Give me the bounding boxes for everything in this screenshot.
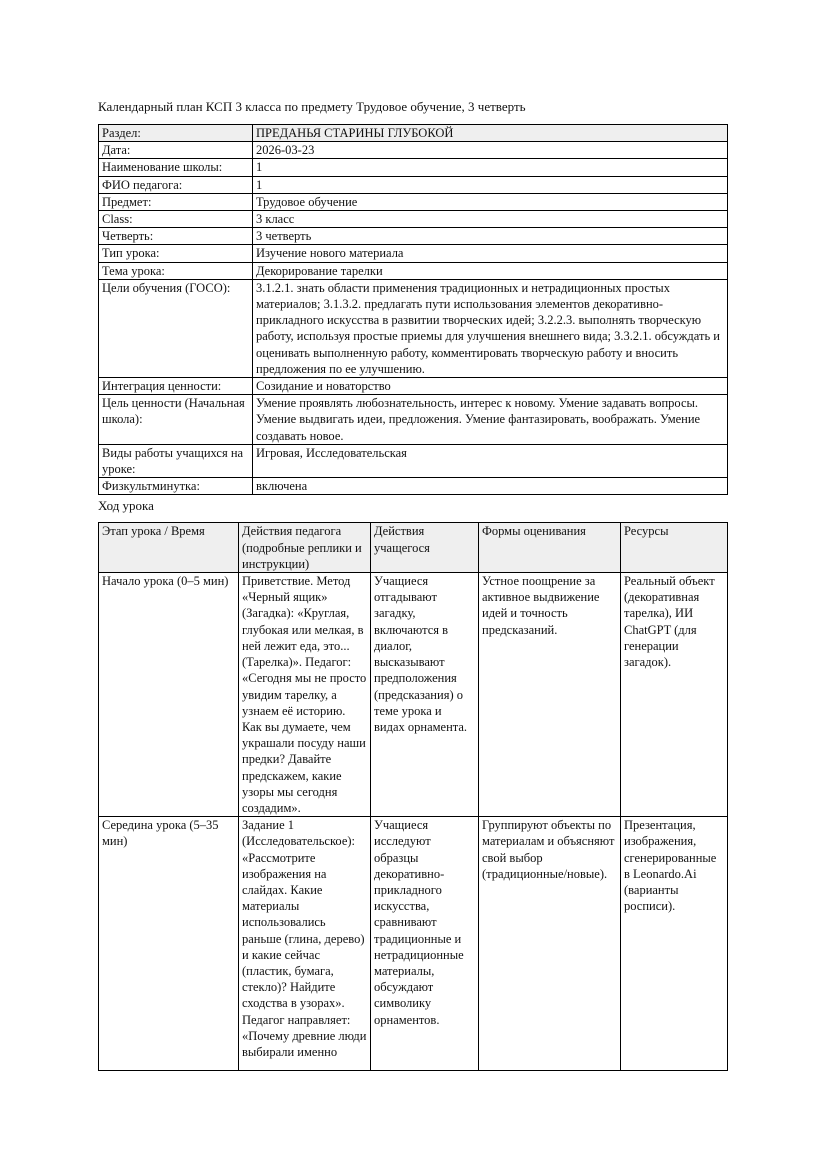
cell-stage <box>99 817 239 1071</box>
row-label: Четверть: <box>99 228 253 245</box>
cell-teacher-actions-text: Задание 1 (Исследовательское): «Рассмотрите изображения на слайдах. Какие материалы использовались раньше (глина, дерево) и какие сейчас (пластик, бумага, стекло)? Найдите сходства в узорах». Педагог направляет: «Почему древние люди выбирали именно <box>242 818 367 1059</box>
row-value: 1 <box>253 159 728 176</box>
row-value: 2026-03-23 <box>253 142 728 159</box>
cell-student-actions: Учащиеся отгадывают загадку, включаются в диалог, высказывают предположения (предсказания) о теме урока и видах орнамента. <box>371 573 479 817</box>
row-label: Дата: <box>99 142 253 159</box>
cell-student-actions <box>371 817 479 1071</box>
table-row <box>99 159 728 176</box>
column-header-teacher-actions: Действия педагога (подробные реплики и инструкции) <box>239 523 371 573</box>
section-label: Ход урока <box>98 498 154 514</box>
cell-assessment: Устное поощрение за активное выдвижение идей и точность предсказаний. <box>479 573 621 817</box>
row-value: Декорирование тарелки <box>253 262 728 279</box>
row-label: Предмет: <box>99 193 253 210</box>
cell-assessment <box>479 817 621 1071</box>
row-value: 3 четверть <box>253 228 728 245</box>
lesson-course-table <box>98 522 728 1071</box>
row-value: ПРЕДАНЬЯ СТАРИНЫ ГЛУБОКОЙ <box>253 125 728 142</box>
table-row <box>99 478 728 495</box>
cell-resources: Реальный объект (декоративная тарелка), ИИ ChatGPT (для генерации загадок). <box>621 573 728 817</box>
row-label: Раздел: <box>99 125 253 142</box>
row-label: Виды работы учащихся на уроке: <box>99 444 253 477</box>
table-header-row <box>99 523 728 573</box>
row-value: Созидание и новаторство <box>253 378 728 395</box>
cell-teacher-actions: Приветствие. Метод «Черный ящик» (Загадка): «Круглая, глубокая или мелкая, в ней лежит еда, это... (Тарелка)». Педагог: «Сегодня мы не просто увидим тарелку, а узнаем её историю. Как вы думаете, чем украшали посуду наши предки? Давайте предскажем, какие узоры мы сегодня создадим». <box>239 573 371 817</box>
page-title: Календарный план КСП 3 класса по предмету Трудовое обучение, 3 четверть <box>98 99 526 114</box>
row-value: включена <box>253 478 728 495</box>
column-header-student-actions: Действия учащегося <box>371 523 479 573</box>
table-row <box>99 444 728 477</box>
row-label: Цель ценности (Начальная школа): <box>99 395 253 445</box>
column-header-resources: Ресурсы <box>621 523 728 573</box>
cell-stage-text: Середина урока (5–35 мин) <box>102 818 219 849</box>
table-row <box>99 395 728 445</box>
table-row <box>99 279 728 377</box>
cell-student-actions-text: Учащиеся исследуют образцы декоративно-прикладного искусства, сравнивают традиционные и нетрадиционные материалы, обсуждают символику орнаментов. <box>374 818 464 1027</box>
table-row <box>99 378 728 395</box>
row-label: Интеграция ценности: <box>99 378 253 395</box>
cell-teacher-actions <box>239 817 371 1071</box>
table-row <box>99 262 728 279</box>
row-label: Тип урока: <box>99 245 253 262</box>
row-label: ФИО педагога: <box>99 176 253 193</box>
cell-resources-text: Презентация, изображения, сгенерированные в Leonardo.Ai (варианты росписи). <box>624 818 717 914</box>
table-row <box>99 228 728 245</box>
row-value: 3 класс <box>253 211 728 228</box>
table-row <box>99 817 728 1071</box>
row-value: Трудовое обучение <box>253 193 728 210</box>
row-value: Умение проявлять любознательность, интерес к новому. Умение задавать вопросы. Умение выдвигать идеи, предложения. Умение фантазировать, воображать. Умение создавать новое. <box>253 395 728 445</box>
lesson-info-table <box>98 124 728 495</box>
table-row <box>99 125 728 142</box>
table-row <box>99 176 728 193</box>
row-label: Class: <box>99 211 253 228</box>
row-value: 1 <box>253 176 728 193</box>
row-value: Изучение нового материала <box>253 245 728 262</box>
row-label: Тема урока: <box>99 262 253 279</box>
row-label: Наименование школы: <box>99 159 253 176</box>
table-row <box>99 193 728 210</box>
row-value: Игровая, Исследовательская <box>253 444 728 477</box>
table-row <box>99 211 728 228</box>
row-label: Цели обучения (ГОСО): <box>99 279 253 377</box>
cell-resources <box>621 817 728 1071</box>
column-header-assessment: Формы оценивания <box>479 523 621 573</box>
column-header-stage: Этап урока / Время <box>99 523 239 573</box>
cell-assessment-text: Группируют объекты по материалам и объясняют свой выбор (традиционные/новые). <box>482 818 615 881</box>
row-value: 3.1.2.1. знать области применения традиционных и нетрадиционных простых материалов; 3.1.3.2. предлагать пути использования элементов декоративно-прикладного искусства в развитии творческих идей; 3.2.2.3. выполнять творческую работу, используя простые приемы для улучшения внешнего вида; 3.3.2.1. обсуждать и оценивать выполненную работу, комментировать творческую работу и вносить предложения по ее улучшению. <box>253 279 728 377</box>
row-label: Физкультминутка: <box>99 478 253 495</box>
cell-stage: Начало урока (0–5 мин) <box>99 573 239 817</box>
table-row <box>99 245 728 262</box>
table-row <box>99 573 728 817</box>
table-row <box>99 142 728 159</box>
